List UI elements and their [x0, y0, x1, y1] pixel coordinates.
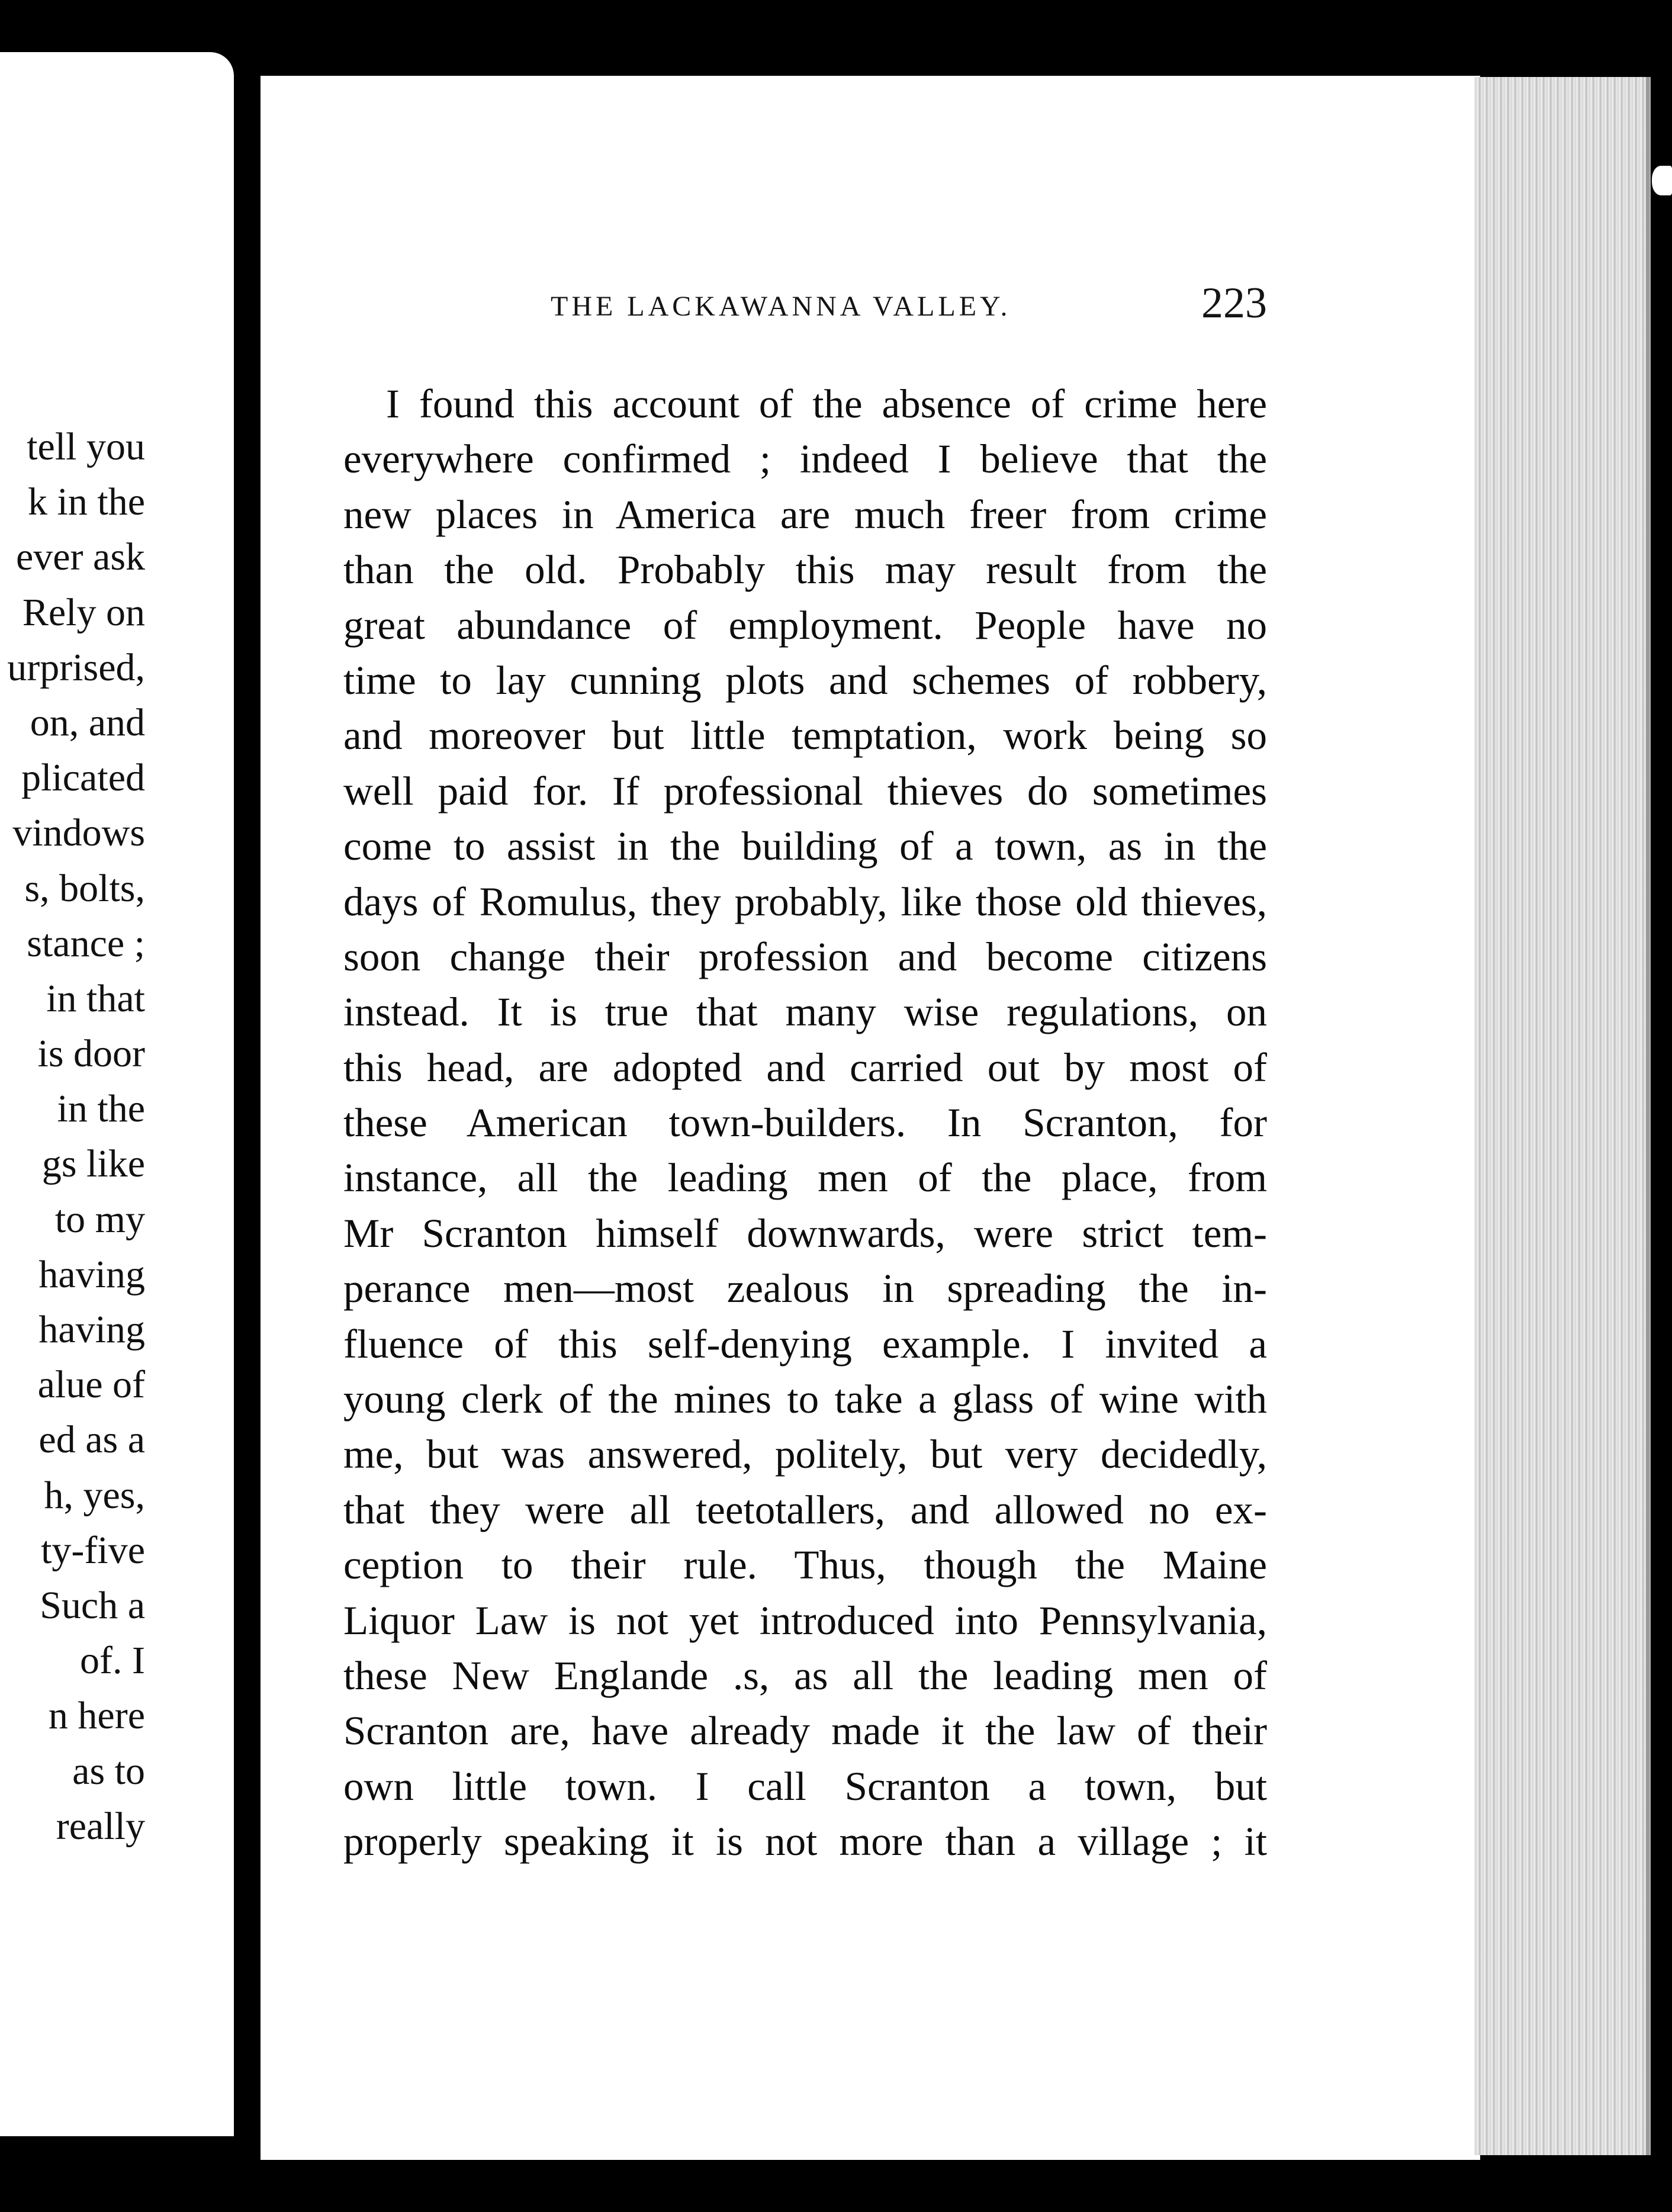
left-facing-page: [0, 52, 234, 2136]
left-text-line: [0, 1192, 234, 1247]
left-text-fragment: vindows: [12, 811, 145, 855]
left-text-fragment: in the: [57, 1087, 145, 1131]
text-line: ception to their rule. Thus, though the Maine: [343, 1542, 1267, 1588]
left-text-line: [0, 1688, 234, 1743]
left-text-line: [0, 1026, 234, 1081]
text-line: new places in America are much freer from crime: [343, 491, 1267, 537]
left-text-line: [0, 916, 234, 971]
text-line: me, but was answered, politely, but very decidedly,: [343, 1432, 1267, 1477]
running-head: THE LACKAWANNA VALLEY.: [551, 291, 1011, 322]
left-text-fragment: tell you: [27, 425, 145, 468]
left-text-fragment: is door: [37, 1032, 145, 1076]
text-line: instance, all the leading men of the place, from: [343, 1155, 1267, 1201]
left-text-line: [0, 1578, 234, 1633]
text-line: these American town-builders. In Scranton, for: [343, 1100, 1267, 1146]
left-text-fragment: s, bolts,: [24, 866, 145, 910]
page-number: 223: [1201, 279, 1267, 327]
left-text-line: [0, 1357, 234, 1412]
edge-notch: [1652, 166, 1672, 195]
left-text-fragment: k in the: [28, 480, 145, 524]
text-line: come to assist in the building of a town, as in the: [343, 824, 1267, 869]
left-text-fragment: ever ask: [15, 535, 145, 579]
left-text-line: [0, 1247, 234, 1302]
left-text-fragment: as to: [72, 1749, 145, 1793]
left-text-line: [0, 1468, 234, 1523]
page-block-edges: [1474, 77, 1651, 2155]
text-line: well paid for. If professional thieves do sometimes: [343, 768, 1267, 814]
text-line: young clerk of the mines to take a glass of wine with: [343, 1377, 1267, 1422]
left-text-line: [0, 1081, 234, 1136]
left-text-fragment: ty-five: [41, 1528, 145, 1572]
text-line: perance men—most zealous in spreading the in-: [343, 1266, 1267, 1311]
left-text-line: [0, 1744, 234, 1799]
left-text-line: [0, 695, 234, 750]
left-text-fragment: of. I: [80, 1639, 145, 1683]
left-text-fragment: having: [38, 1308, 145, 1351]
left-text-fragment: stance ;: [27, 921, 145, 965]
left-text-fragment: Such a: [40, 1583, 145, 1627]
text-line: fluence of this self-denying example. I invited a: [343, 1321, 1267, 1367]
left-text-fragment: h, yes,: [44, 1473, 145, 1517]
left-text-fragment: in that: [46, 976, 145, 1020]
text-line: soon change their profession and become citizens: [343, 934, 1267, 979]
left-text-line: [0, 419, 234, 474]
left-text-fragment: alue of: [37, 1363, 145, 1407]
left-text-line: [0, 971, 234, 1026]
text-line: instead. It is true that many wise regulations, on: [343, 989, 1267, 1035]
text-line: properly speaking it is not more than a village ; it: [343, 1819, 1267, 1864]
left-text-line: [0, 1523, 234, 1578]
left-page-text: [0, 419, 234, 1854]
left-text-fragment: on, and: [30, 700, 145, 744]
left-text-line: [0, 1412, 234, 1467]
text-line: everywhere confirmed ; indeed I believe that the: [343, 436, 1267, 482]
left-text-fragment: n here: [48, 1694, 145, 1738]
left-text-line: [0, 750, 234, 805]
text-line: I found this account of the absence of crime here: [386, 381, 1267, 426]
gutter-shadow: [234, 56, 263, 2146]
text-line: time to lay cunning plots and schemes of robbery,: [343, 657, 1267, 703]
text-line: that they were all teetotallers, and allowed no ex-: [343, 1487, 1267, 1532]
text-line: Scranton are, have already made it the law of their: [343, 1708, 1267, 1754]
left-text-line: [0, 861, 234, 916]
text-line: than the old. Probably this may result from the: [343, 547, 1267, 593]
left-text-fragment: gs like: [41, 1142, 145, 1186]
left-text-line: [0, 585, 234, 640]
left-text-fragment: plicated: [21, 756, 145, 800]
left-text-fragment: really: [56, 1804, 145, 1848]
left-text-fragment: having: [38, 1252, 145, 1296]
left-text-fragment: urprised,: [7, 645, 145, 689]
left-text-line: [0, 805, 234, 860]
body-text: [343, 377, 1267, 1870]
text-line: these New Englande .s, as all the leading men of: [343, 1652, 1267, 1698]
left-text-line: [0, 1302, 234, 1357]
text-line: own little town. I call Scranton a town, but: [343, 1763, 1267, 1809]
text-line: days of Romulus, they probably, like those old thieves,: [343, 879, 1267, 924]
left-text-line: [0, 1136, 234, 1191]
left-text-line: [0, 1799, 234, 1854]
left-text-fragment: to my: [54, 1197, 145, 1241]
left-text-line: [0, 474, 234, 529]
text-line: and moreover but little temptation, work being so: [343, 713, 1267, 758]
text-line: this head, are adopted and carried out by most of: [343, 1044, 1267, 1090]
left-text-fragment: ed as a: [38, 1418, 145, 1462]
text-line: great abundance of employment. People have no: [343, 602, 1267, 648]
left-text-line: [0, 529, 234, 584]
text-line: Liquor Law is not yet introduced into Pennsylvania,: [343, 1597, 1267, 1643]
left-text-line: [0, 1633, 234, 1688]
left-text-line: [0, 640, 234, 695]
text-line: Mr Scranton himself downwards, were strict tem-: [343, 1210, 1267, 1256]
left-text-fragment: Rely on: [22, 590, 145, 634]
